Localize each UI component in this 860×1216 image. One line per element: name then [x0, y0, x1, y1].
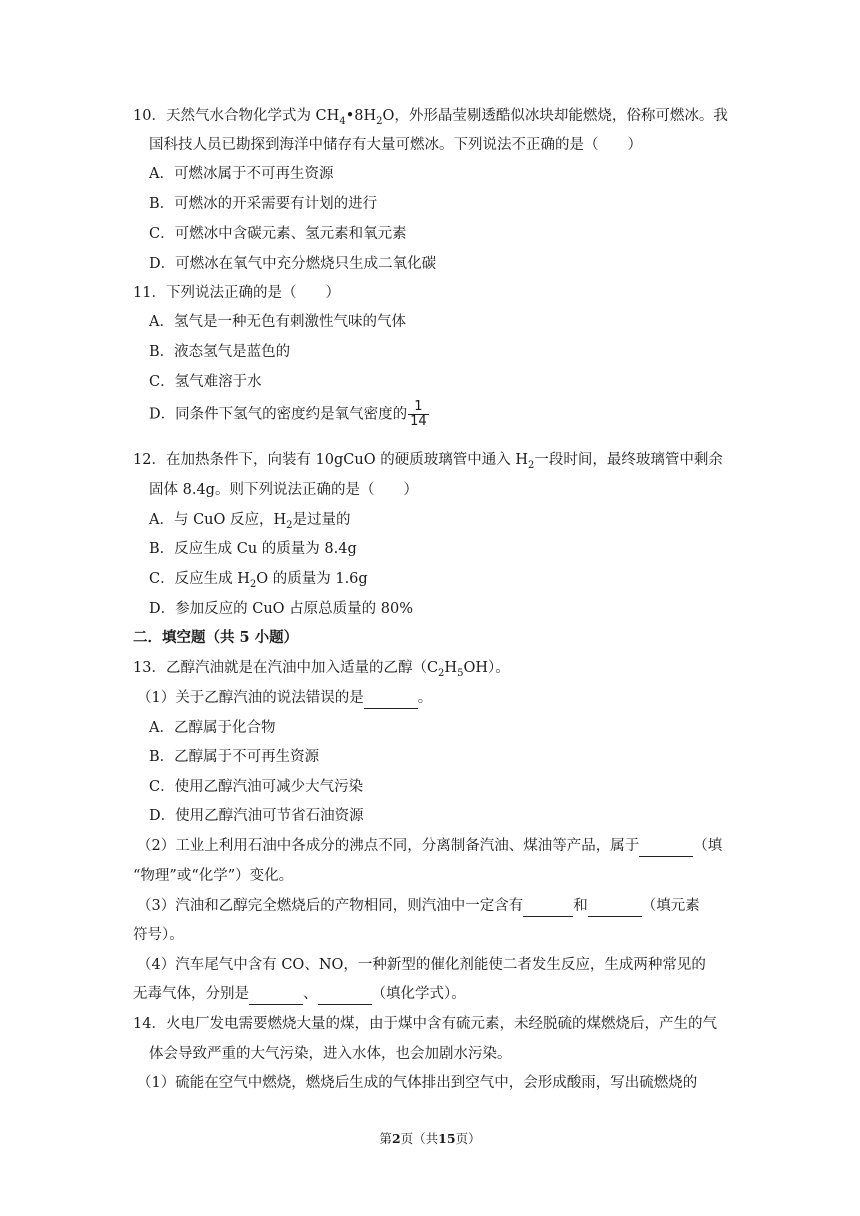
fraction: $\frac{1}{14}$ — [410, 399, 427, 429]
page-footer: 第2页（共15页） — [379, 1131, 481, 1146]
q12-stem-line2: 固体 8.4g。则下列说法正确的是（ ） — [149, 482, 418, 498]
q13-stem: 13．乙醇汽油就是在汽油中加入适量的乙醇$(C_2H_5OH)$。 — [133, 660, 510, 679]
q14-stem-line1: 14．火电厂发电需要燃烧大量的煤，由于煤中含有硫元素，未经脱硫的煤燃烧后，产生的气 — [133, 1016, 717, 1032]
q12-option-a: A．与 CuO 反应，$H_2$是过量的 — [149, 512, 351, 531]
q13-part4-line2: 无毒气体，分别是 、 （填化学式）。 — [133, 984, 466, 1005]
q10-option-b: B．可燃冰的开采需要有计划的进行 — [149, 196, 378, 212]
q11-option-a: A．氢气是一种无色有刺激性气味的气体 — [149, 314, 406, 330]
q13-option-a: A．乙醇属于化合物 — [149, 720, 276, 736]
q11-option-c: C．氢气难溶于水 — [149, 374, 262, 390]
q11-option-b: B．液态氢气是蓝色的 — [149, 344, 291, 360]
answer-blank[interactable] — [318, 984, 372, 1005]
answer-blank[interactable] — [523, 896, 573, 917]
q11-stem: 11．下列说法正确的是（ ） — [133, 285, 340, 301]
q14-stem-line2: 体会导致严重的大气污染，进入水体，也会加剧水污染。 — [149, 1046, 512, 1062]
q11-option-d: D．同条件下氢气的密度约是氧气密度的 $\frac{1}{14}$ — [149, 399, 427, 429]
answer-blank[interactable] — [639, 836, 693, 857]
q13-part3-line1: （3）汽油和乙醇完全燃烧后的产物相同，则汽油中一定含有 和 （填元素 — [137, 896, 700, 917]
q10-option-c: C．可燃冰中含碳元素、氢元素和氧元素 — [149, 226, 407, 242]
q13-part3-line2: 符号）。 — [133, 927, 184, 943]
q13-option-d: D．使用乙醇汽油可节省石油资源 — [149, 808, 364, 824]
answer-blank[interactable] — [364, 688, 418, 709]
q12-option-c: C．反应生成 $H_2O$ 的质量为 1.6g — [149, 571, 368, 590]
q12-option-d: D．参加反应的 CuO 占原总质量的 80% — [149, 601, 414, 617]
q12-option-b: B．反应生成 Cu 的质量为 8.4g — [149, 541, 357, 557]
q13-part4-line1: （4）汽车尾气中含有 CO、NO，一种新型的催化剂能使二者发生反应，生成两种常见的 — [137, 957, 706, 973]
q14-part1-line1: （1）硫能在空气中燃烧，燃烧后生成的气体排出到空气中，会形成酸雨，写出硫燃烧的 — [137, 1075, 698, 1091]
q10-option-d: D．可燃冰在氧气中充分燃烧只生成二氧化碳 — [149, 256, 437, 272]
q10-stem-line1: 10．天然气水合物化学式为 $CH_4•8H_2O$，外形晶莹剔透酷似冰块却能燃烧，俗称可燃冰。我 — [133, 108, 728, 127]
answer-blank[interactable] — [588, 896, 642, 917]
q13-part2-line2: “物理”或“化学”）变化。 — [133, 868, 294, 884]
q12-stem-line1: 12．在加热条件下，向装有 10gCuO 的硬质玻璃管中通入 $H_2$一段时间，最终玻璃管中剩余 — [133, 452, 723, 471]
q10-stem-line2: 国科技人员已勘探到海洋中储存有大量可燃冰。下列说法不正确的是（ ） — [149, 137, 642, 153]
answer-blank[interactable] — [249, 984, 303, 1005]
q10-option-a: A．可燃冰属于不可再生资源 — [149, 166, 334, 182]
q13-option-c: C．使用乙醇汽油可减少大气污染 — [149, 779, 364, 795]
q13-part2-line1: （2）工业上利用石油中各成分的沸点不同，分离制备汽油、煤油等产品，属于 （填 — [137, 836, 722, 857]
q13-option-b: B．乙醇属于不可再生资源 — [149, 749, 320, 765]
section-heading: 二．填空题（共 5 小题） — [133, 629, 299, 646]
q13-part1: （1）关于乙醇汽油的说法错误的是 。 — [137, 688, 432, 709]
